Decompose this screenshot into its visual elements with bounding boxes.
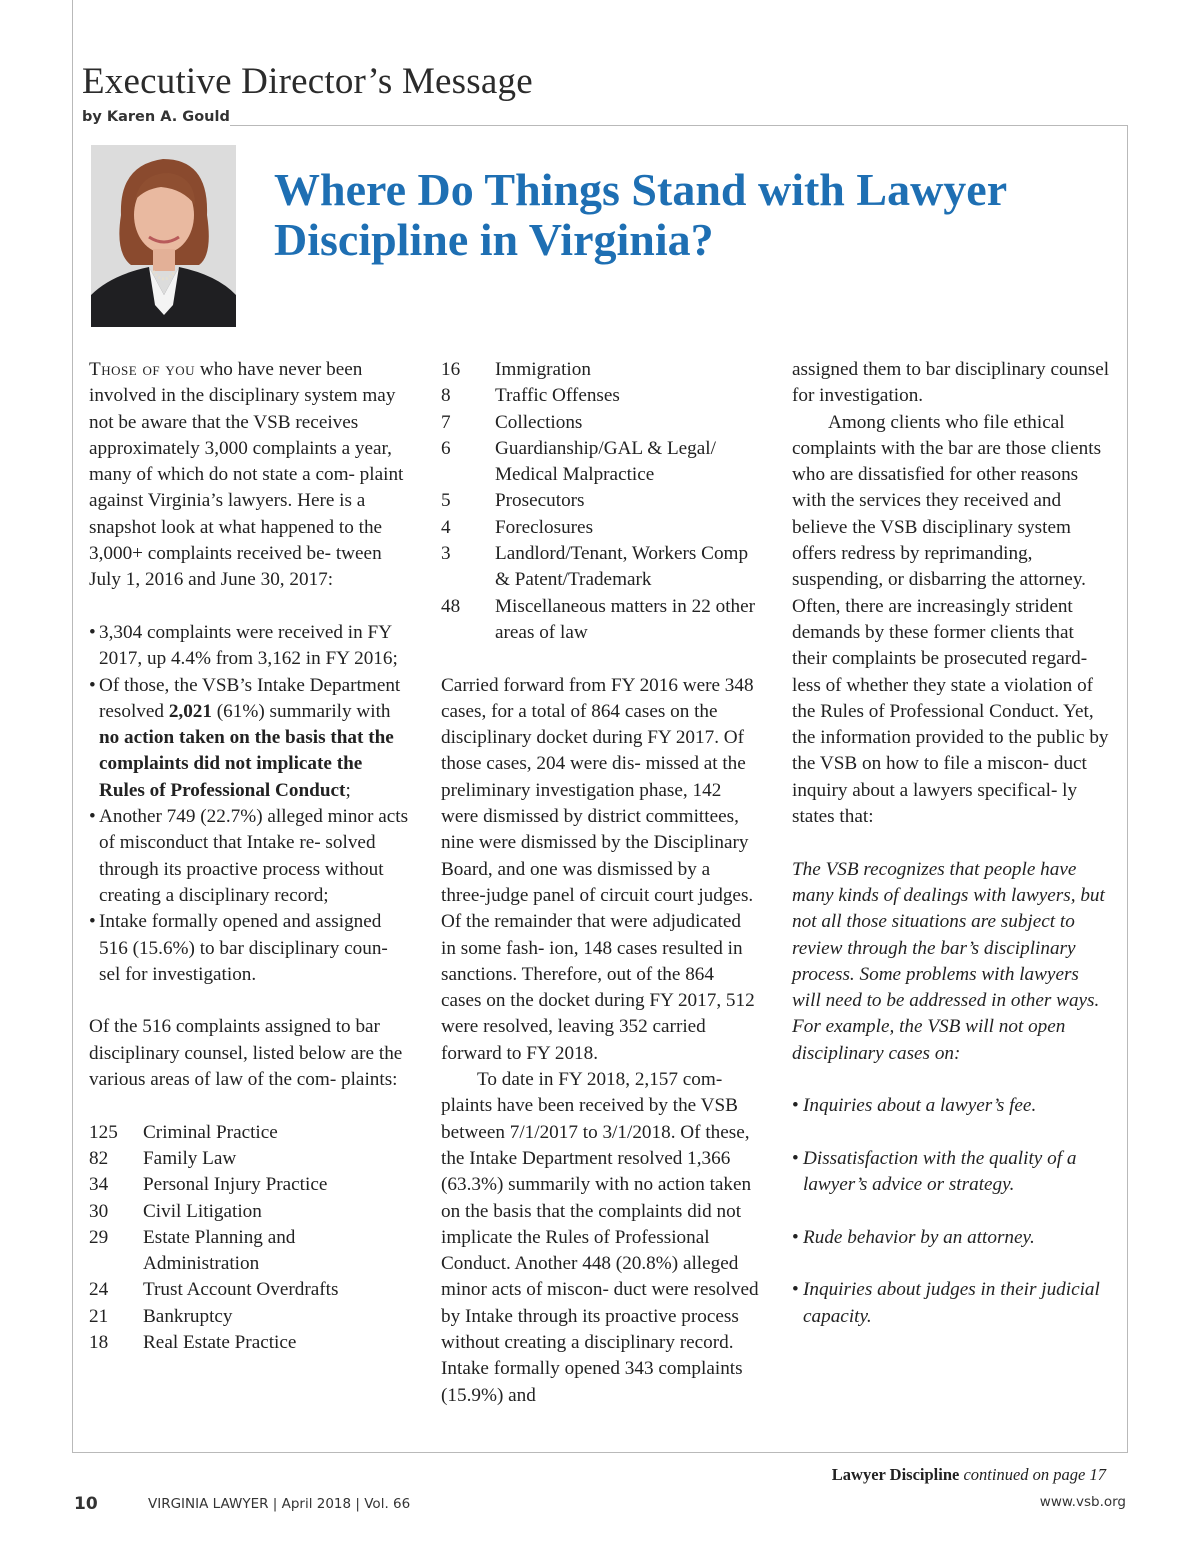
area-row: 30 Civil Litigation — [89, 1200, 262, 1222]
author-photo — [91, 145, 236, 327]
continued-note — [780, 1465, 1106, 1485]
left-margin-rule — [72, 0, 73, 126]
intro-paragraph — [89, 357, 409, 594]
area-row: 3 Landlord/Tenant, Workers Comp & Patent/Trademark — [441, 543, 749, 591]
excluded-case-item: • Rude behavior by an attorney. — [792, 1225, 1112, 1251]
area-row: 34 Personal Injury Practice — [89, 1174, 328, 1196]
article-headline — [274, 165, 1094, 265]
section-title: Executive Director’s Message — [82, 61, 533, 102]
portrait-illustration — [91, 145, 236, 327]
lead-in: Those of you — [89, 359, 196, 380]
area-row: 29 Estate Planning and Administration — [89, 1226, 296, 1275]
excluded-case-item: • Inquiries about judges in their judicial capacity. — [792, 1277, 1112, 1330]
continuation-paragraph: assigned them to bar disciplinary counsel for investigation. — [792, 359, 1110, 407]
intro-text: who have never been involved in the disciplinary system may not be aware that the VSB receives approximately 3,000 complaints a year, many of which do not state a com- plaint against Virginia’s lawyers. Here is a snapshot look at what happened to the 3,000+ complaints received be- tween July 1, 2016 and June 30, 2017: — [89, 359, 404, 591]
excluded-cases-list — [792, 1093, 1112, 1119]
continued-title: Lawyer Discipline — [831, 1465, 960, 1484]
vsb-quote: The VSB recognizes that people have many kinds of dealings with lawyers, but not all those situations are subject to review through the bar’s disciplinary process. Some problems with lawyers will need to be addressed in other ways. For example, the VSB will not open disciplinary cases on: — [792, 858, 1105, 1064]
headline-line-1: Where Do Things Stand with Lawyer — [274, 164, 1008, 215]
areas-of-law-list-continued — [441, 357, 759, 646]
area-row: 82 Family Law — [89, 1147, 237, 1169]
continued-page-ref: continued on page 17 — [963, 1465, 1106, 1484]
area-row: 48 Miscellaneous matters in 22 other areas of law — [441, 595, 756, 643]
byline: by Karen A. Gould — [82, 109, 230, 125]
area-row: 7 Collections — [441, 411, 583, 433]
column-2 — [441, 357, 759, 1409]
page-number: 10 — [74, 1494, 98, 1514]
area-row: 4 Foreclosures — [441, 516, 594, 538]
column-1 — [89, 357, 409, 1356]
fy2018-paragraph: To date in FY 2018, 2,157 com- plaints have been received by the VSB between 7/1/2017 to 3/1/2018. Of these, the Intake Department resolved 1,366 (63.3%) summarily with no action taken on the basis that the complaints did not implicate the Rules of Professional Conduct. Another 448 (20.8%) alleged minor acts of miscon- duct were resolved by Intake through its proactive process without creating a disciplinary record. Intake formally opened 343 complaints (15.9%) and — [441, 1069, 759, 1406]
excluded-case-item: • Dissatisfaction with the quality of a lawyer’s advice or strategy. — [792, 1146, 1112, 1199]
areas-of-law-list — [89, 1120, 409, 1357]
excluded-case-item: • Inquiries about a lawyer’s fee. — [792, 1093, 1112, 1119]
stat-item: • Of those, the VSB’s Intake Department resolved 2,021 (61%) summarily with no action taken on the basis that the complaints did not implicate the Rules of Professional Conduct; — [89, 673, 409, 804]
website-url: www.vsb.org — [1039, 1494, 1126, 1510]
stats-list — [89, 620, 409, 988]
docket-paragraph: Carried forward from FY 2016 were 348 cases, for a total of 864 cases on the disciplinary docket during FY 2017. Of those cases, 204 were dis- missed at the preliminary investigation phase, 142 were dismissed by district committees, nine were dismissed by the Disciplinary Board, and one was dismissed by a three-judge panel of circuit court judges. Of the remainder that were adjudicated in some fash- ion, 148 cases resulted in sanctions. Therefore, out of the 864 cases on the docket during FY 2017, 512 were resolved, leaving 352 carried forward to FY 2018. — [441, 674, 755, 1064]
area-row: 125 Criminal Practice — [89, 1121, 278, 1143]
area-row: 16 Immigration — [441, 359, 591, 380]
column-3 — [792, 357, 1112, 1330]
area-row: 8 Traffic Offenses — [441, 385, 620, 407]
stat-item: • 3,304 complaints were received in FY 2017, up 4.4% from 3,162 in FY 2016; — [89, 620, 409, 673]
areas-intro: Of the 516 complaints assigned to bar disciplinary counsel, listed below are the various areas of law of the com- plaints: — [89, 1016, 403, 1091]
area-row: 5 Prosecutors — [441, 490, 585, 512]
stat-item: • Intake formally opened and assigned 516 (15.6%) to bar disciplinary coun- sel for investigation. — [89, 909, 409, 988]
magazine-info: VIRGINIA LAWYER | April 2018 | Vol. 66 — [148, 1496, 411, 1512]
area-row: 18 Real Estate Practice — [89, 1331, 297, 1353]
area-row: 21 Bankruptcy — [89, 1305, 233, 1327]
stat-item: • Another 749 (22.7%) alleged minor acts of misconduct that Intake re- solved through its proactive process without creating a disciplinary record; — [89, 804, 409, 909]
clients-paragraph: Among clients who file ethical complaints with the bar are those clients who are dissatisfied for other reasons with the services they received and believe the VSB disciplinary system offers redress by reprimanding, suspending, or disbarring the attorney. Often, there are increasingly strident demands by these former clients that their complaints be prosecuted regard- less of whether they state a violation of the Rules of Professional Conduct. Yet, the information provided to the public by the VSB on how to file a miscon- duct inquiry about a lawyers specifical- ly states that: — [792, 411, 1109, 828]
area-row: 24 Trust Account Overdrafts — [89, 1279, 339, 1301]
headline-line-2: Discipline in Virginia? — [274, 214, 714, 265]
area-row: 6 Guardianship/GAL & Legal/ Medical Malpractice — [441, 437, 716, 486]
